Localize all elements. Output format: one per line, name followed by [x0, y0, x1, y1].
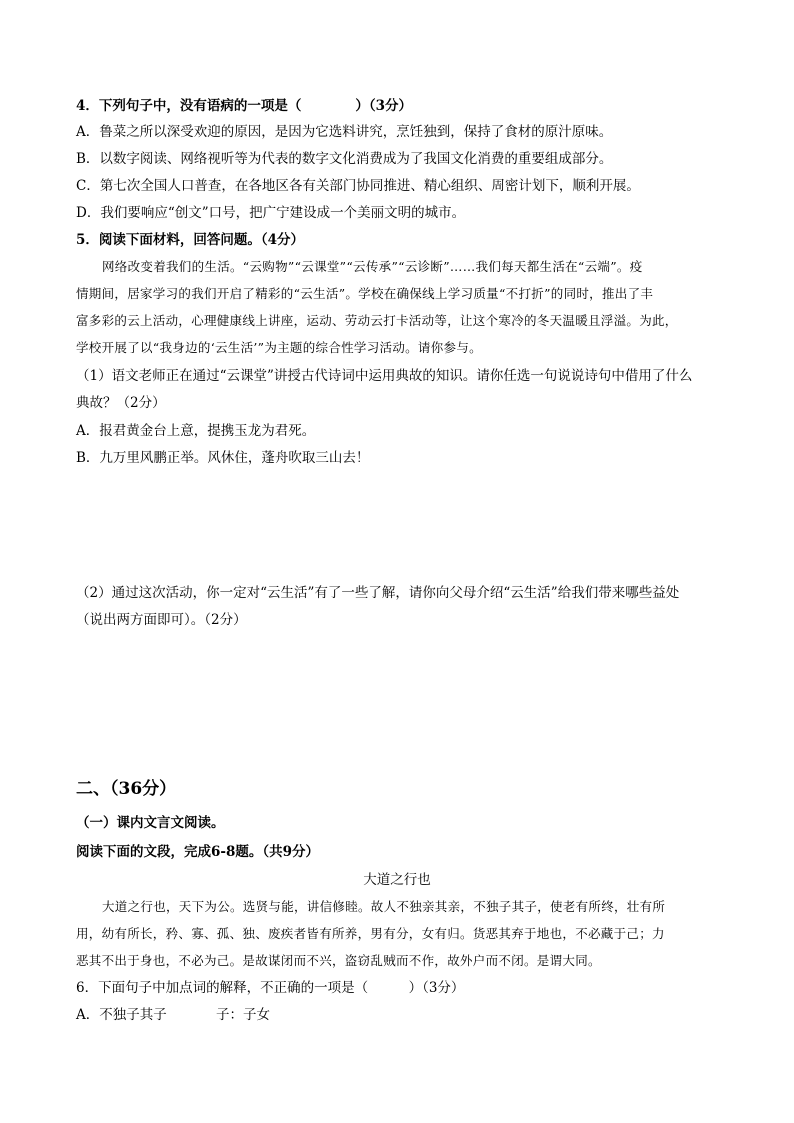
- section-2-title: 二、（36分）: [76, 779, 177, 799]
- q5-material-line-3: 富多彩的云上活动，心理健康线上讲座，运动、劳动云打卡活动等，让这个寒冷的冬天温暖且浮溢。为此，: [76, 313, 678, 328]
- section-2-part-1-heading: （一）课内文言文阅读。: [76, 815, 225, 831]
- q5-stem: 5．阅读下面材料，回答问题。（4分）: [76, 232, 305, 248]
- q5-sub1-line-1: （1）语文老师正在通过“云课堂”讲授古代诗词中运用典故的知识。请你任选一句说说诗句中借用了什么: [76, 368, 693, 384]
- q4-option-a: A．鲁菜之所以深受欢迎的原因，是因为它选料讲究，烹饪独到，保持了食材的原汁原味。: [76, 124, 613, 140]
- q6-option-a-gloss: 子：子女: [216, 1007, 270, 1023]
- q5-sub2-line-2: （说出两方面即可）。（2分）: [76, 612, 247, 628]
- q4-option-c: C．第七次全国人口普查，在各地区各有关部门协同推进、精心组织、周密计划下，顺利开展。: [76, 178, 640, 194]
- passage-title: 大道之行也: [363, 872, 431, 888]
- q6-option-a: A．不独子其子: [76, 1007, 167, 1023]
- q5-material-line-4: 学校开展了以“我身边的‘云生活’”为主题的综合性学习活动。请你参与。: [76, 340, 482, 355]
- q6-stem: 6．下面句子中加点词的解释，不正确的一项是（ ）（3分）: [76, 980, 465, 996]
- q4-stem: 4．下列句子中，没有语病的一项是（ ）（3分）: [76, 98, 413, 114]
- section-2-instruction: 阅读下面的文段，完成6-8题。（共9分）: [76, 844, 320, 860]
- q5-sub2-line-1: （2）通过这次活动，你一定对“云生活”有了一些了解，请你向父母介绍“云生活”给我们带来哪些益处: [76, 585, 680, 601]
- q4-option-d: D．我们要响应“创文”口号，把广宁建设成一个美丽文明的城市。: [76, 205, 466, 221]
- q5-material-line-2: 情期间，居家学习的我们开启了精彩的“云生活”。学校在确保线上学习质量“不打折”的同时，推出了丰: [76, 286, 654, 301]
- passage-line-1: 大道之行也，天下为公。选贤与能，讲信修睦。故人不独亲其亲，不独子其子，使老有所终，壮有所: [102, 899, 666, 914]
- q4-option-b: B．以数字阅读、网络视听等为代表的数字文化消费成为了我国文化消费的重要组成部分。: [76, 151, 613, 167]
- q5-sub1-option-a: A．报君黄金台上意，提携玉龙为君死。: [76, 423, 316, 439]
- passage-line-3: 恶其不出于身也，不必为己。是故谋闭而不兴，盗窃乱贼而不作，故外户而不闭。是谓大同。: [76, 953, 601, 968]
- passage-line-2: 用，幼有所长，矜、寡、孤、独、废疾者皆有所养，男有分，女有归。货恶其弃于地也，不必藏于己；力: [76, 926, 665, 941]
- q5-sub1-line-2: 典故？（2分）: [76, 395, 166, 411]
- q5-sub1-option-b: B．九万里风鹏正举。风休住，蓬舟吹取三山去！: [76, 450, 370, 466]
- q5-material-line-1: 网络改变着我们的生活。“云购物”“云课堂”“云传承”“云诊断”……我们每天都生活在“云端”。疫: [102, 259, 643, 274]
